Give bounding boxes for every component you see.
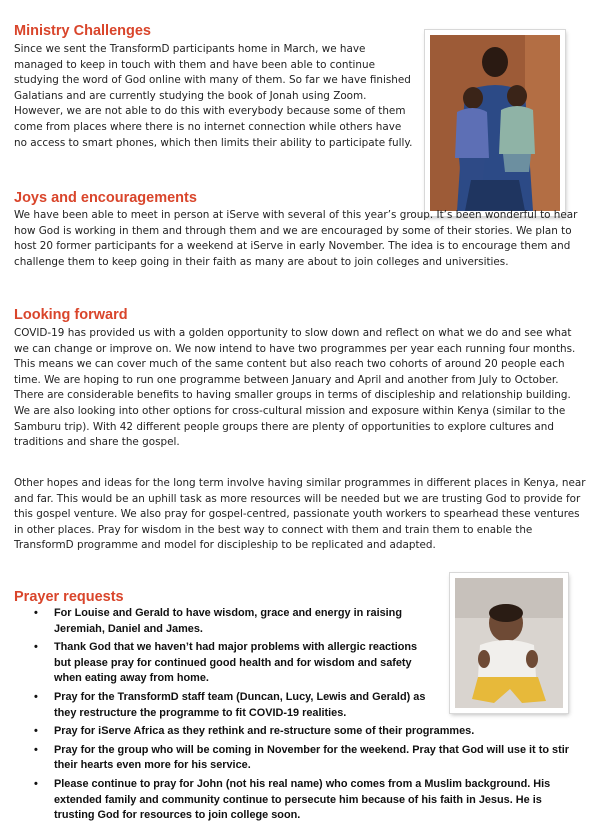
looking-forward-text-2: Other hopes and ideas for the long term involve having similar programmes in different places in Kenya, near and far. This would be an uphill task as more resources will be needed but we are trusting God to provide for this gospel venture. We also pray for gospel-centred, passionate youth workers to spearhead these ventures in other places. Pray for wisdom in the best way to connect with them and train them to enable the TransformD programme and model for discipleship to be replicated and adapted.: [14, 477, 586, 552]
bullet-icon: •: [34, 777, 38, 790]
prayer-item: [14, 640, 434, 687]
prayer-item: [14, 690, 434, 721]
prayer-item-text: Pray for the group who will be coming in November for the weekend. Pray that God will use it to stir their hearts even more for his service.: [54, 743, 569, 772]
ministry-challenges-heading: Ministry Challenges: [14, 23, 151, 39]
prayer-requests-list: [14, 606, 574, 827]
ministry-challenges-text: Since we sent the TransformD participants home in March, we have managed to keep in touch with them and have been able to continue studying the word of God online with many of them. So far we have finished Galatians and are currently studying the book of Jonah using Zoom. However, we are not able to do this with everybody because some of them come from places where there is no internet connection while others have no access to smart phones, which then limits their ability to participate fully.: [14, 43, 413, 149]
joys-heading: Joys and encouragements: [14, 190, 197, 206]
bullet-icon: •: [34, 690, 38, 703]
bullet-icon: •: [34, 641, 38, 654]
prayer-item-text: Please continue to pray for John (not his real name) who comes from a Muslim background. His extended family and community continue to persecute him because of his faith in Jesus. He is trusting God for resources to join college soon.: [54, 777, 551, 822]
family-photo: [425, 30, 565, 216]
joys-text: We have been able to meet in person at iServe with several of this year’s group. It’s been wonderful to hear how God is working in them and through them and we are encouraged by some of their stories. We plan to host 20 former participants for a weekend at iServe in early November. The idea is to encourage them and challenge them to keep going in their faith as many are about to join colleges and universities.: [14, 209, 578, 268]
prayer-item-text: Pray for iServe Africa as they rethink and re-structure some of their programmes.: [54, 725, 475, 738]
looking-forward-text-1: COVID-19 has provided us with a golden opportunity to slow down and reflect on what we do and see what we can change or improve on. We now intend to have two programmes per year each running four months. This means we can cover much of the same content but also reach two cohorts of around 20 people each time. We are hoping to run one programme between January and April and another from July to October. There are considerable benefits to having smaller groups in terms of discipleship and relationship building. We are also looking into other options for cross-cultural mission and exposure within Kenya (similar to the Samburu trip). With 42 different people groups there are plenty of opportunities to explore cultures and traditions and share the gospel.: [14, 327, 576, 449]
prayer-item: [14, 606, 434, 637]
bullet-icon: •: [34, 607, 38, 619]
looking-forward-heading: Looking forward: [14, 307, 128, 323]
prayer-item-text: For Louise and Gerald to have wisdom, grace and energy in raising Jeremiah, Daniel and James.: [54, 607, 402, 635]
prayer-item: [14, 724, 574, 740]
prayer-requests-heading: Prayer requests: [14, 589, 124, 605]
prayer-item: [14, 743, 574, 774]
prayer-item-text: Pray for the TransformD staff team (Duncan, Lucy, Lewis and Gerald) as they restructure the programme to fit COVID-19 realities.: [54, 690, 426, 719]
prayer-item-text: Thank God that we haven’t had major problems with allergic reactions but please pray for continued good health and for wisdom and safety when eating away from home.: [54, 641, 418, 685]
prayer-item: [14, 777, 574, 824]
bullet-icon: •: [34, 743, 38, 756]
family-photo-image: [425, 30, 565, 216]
bullet-icon: •: [34, 725, 38, 738]
